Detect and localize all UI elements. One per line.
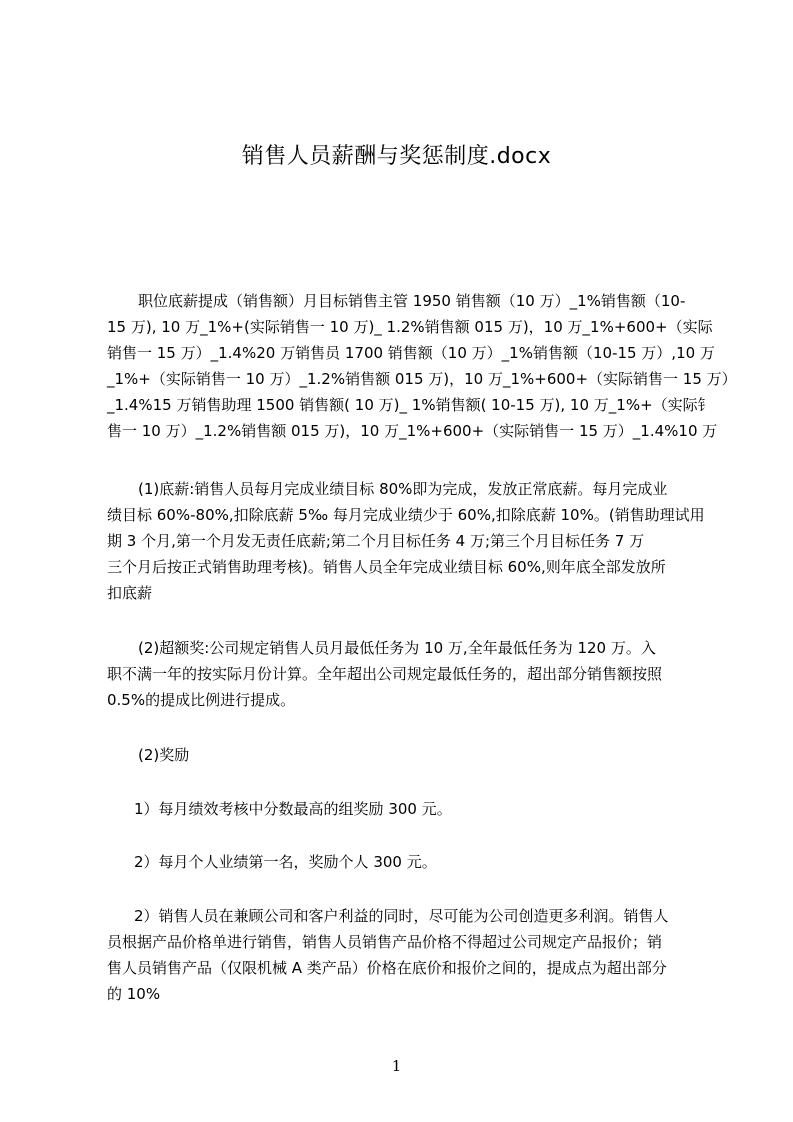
paragraph-line: (1)底薪:销售人员每月完成业绩目标 80%即为完成，发放正常底薪。每月完成业: [138, 480, 668, 498]
paragraph-line: 2）销售人员在兼顾公司和客户利益的同时，尽可能为公司创造更多利润。销售人: [134, 907, 669, 925]
paragraph-line: _1.4%15 万销售助理 1500 销售额( 10 万)_ 1%销售额( 10-15 万), 10 万_1%+（实际钅: [107, 396, 713, 414]
paragraph-line: (2)超额奖:公司规定销售人员月最低任务为 10 万,全年最低任务为 120 万。入: [138, 639, 656, 657]
paragraph-line: 期 3 个月,第一个月发无责任底薪;第二个月目标任务 4 万;第三个月目标任务 7 万: [107, 532, 645, 550]
paragraph-line: _1%+（实际销售一 10 万）_1.2%销售额 015 万)，10 万_1%+600+（实际销售一 15 万）: [107, 370, 737, 388]
paragraph-line: 0.5%的提成比例进行提成。: [107, 691, 296, 709]
paragraph-line: 的 10%: [107, 985, 161, 1003]
paragraph-line: 扣底薪: [107, 584, 153, 602]
paragraph-line: 三个月后按正式销售助理考核)。销售人员全年完成业绩目标 60%,则年底全部发放所: [107, 558, 666, 576]
document-title: 销售人员薪酬与奖惩制度.docx: [241, 144, 552, 169]
page-number: 1: [391, 1057, 402, 1075]
paragraph-line: 销售一 15 万）_1.4%20 万销售员 1700 销售额（10 万）_1%销售额（10-15 万）,10 万: [107, 344, 715, 362]
list-item: 1）每月绩效考核中分数最高的组奖励 300 元。: [134, 800, 452, 818]
paragraph-line: 绩目标 60%-80%,扣除底薪 5‰ 每月完成业绩少于 60%,扣除底薪 10%。(销售助理试用: [107, 506, 705, 524]
paragraph-line: 售一 10 万）_1.2%销售额 015 万)，10 万_1%+600+（实际销售一 15 万）_1.4%10 万: [107, 422, 718, 440]
section-heading: (2)奖励: [138, 746, 190, 764]
paragraph-line: 售人员销售产品（仅限机械 A 类产品）价格在底价和报价之间的，提成点为超出部分: [107, 959, 667, 977]
paragraph-line: 职位底薪提成（销售额）月目标销售主管 1950 销售额（10 万）_1%销售额（10-: [138, 292, 686, 310]
paragraph-line: 员根据产品价格单进行销售，销售人员销售产品价格不得超过公司规定产品报价；销: [107, 933, 663, 951]
list-item: 2）每月个人业绩第一名，奖励个人 300 元。: [134, 853, 437, 871]
paragraph-line: 职不满一年的按实际月份计算。全年超出公司规定最低任务的，超出部分销售额按照: [107, 665, 663, 683]
paragraph-line: 15 万), 10 万_1%+(实际销售一 10 万)_ 1.2%销售额 015 万)，10 万_1%+600+（实际: [107, 318, 713, 336]
